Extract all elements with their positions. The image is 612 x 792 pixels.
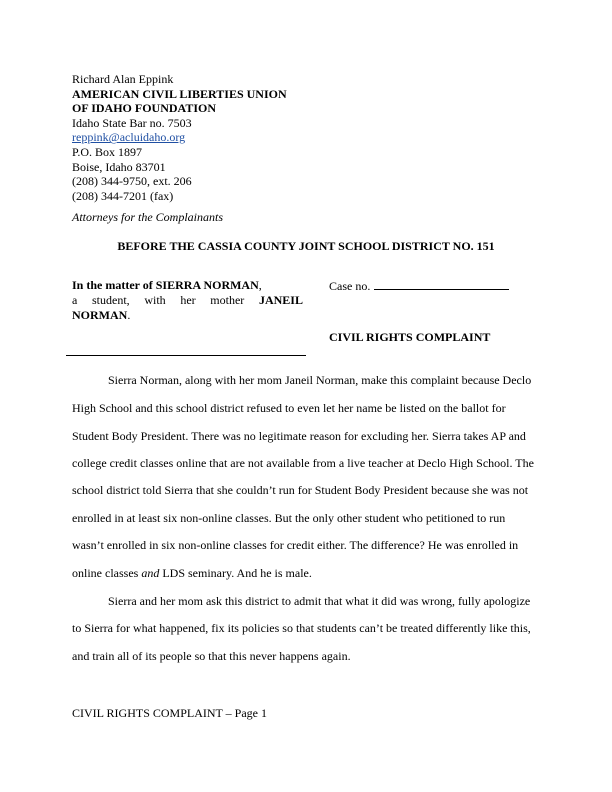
paragraph-line: and train all of its people so that this never happens again.	[72, 649, 351, 663]
line-text: LDS seminary. And he is male.	[162, 566, 312, 580]
caption-word: her	[180, 293, 196, 307]
caption-parent-last-name: NORMAN	[72, 308, 128, 322]
paragraph-line: enrolled in at least six non-online classes. But the only other student who petitioned to run	[72, 511, 506, 525]
bar-number: Idaho State Bar no. 7503	[72, 115, 192, 130]
line-text: online classes	[72, 566, 139, 580]
case-number-blank	[374, 278, 509, 290]
paragraph-line: Sierra and her mom ask this district to admit that what it did was wrong, fully apologize	[108, 594, 531, 608]
attorney-header	[72, 72, 332, 203]
matter-comma: ,	[258, 278, 262, 292]
po-box: P.O. Box 1897	[72, 144, 143, 159]
page-footer: CIVIL RIGHTS COMPLAINT – Page 1	[72, 706, 267, 720]
paragraph-line: High School and this school district refused to even let her name be listed on the ballot for	[72, 401, 506, 415]
attorneys-for-line: Attorneys for the Complainants	[72, 210, 223, 224]
paragraph-line: college credit classes online that are not available from a live teacher at Declo High School. The	[72, 456, 534, 470]
caption-word: a	[72, 293, 78, 307]
phone-number: (208) 344-9750, ext. 206	[72, 174, 192, 189]
caption-divider	[66, 355, 306, 356]
complaint-title: CIVIL RIGHTS COMPLAINT	[329, 330, 491, 344]
paragraph-line: school district told Sierra that she couldn’t run for Student Body President because she was not	[72, 483, 529, 497]
paragraph-line: wasn’t enrolled in six non-online classes for credit either. The difference? He was enrolled in	[72, 538, 519, 552]
caption-justified-line	[72, 293, 303, 308]
caption-period: .	[127, 308, 131, 322]
case-number-field	[329, 278, 509, 293]
org-name-line1: AMERICAN CIVIL LIBERTIES UNION	[72, 86, 287, 101]
caption-word: mother	[210, 293, 245, 307]
case-caption	[72, 278, 303, 323]
matter-title: In the matter of SIERRA NORMAN	[72, 278, 259, 292]
emphasized-word: and	[141, 566, 160, 580]
paragraph-line	[72, 565, 312, 581]
org-name-line2: OF IDAHO FOUNDATION	[72, 101, 216, 116]
paragraph-line: to Sierra for what happened, fix its policies so that students can’t be treated differently like this,	[72, 621, 531, 635]
attorney-name: Richard Alan Eppink	[72, 72, 174, 86]
email-link[interactable]: reppink@acluidaho.org	[72, 130, 186, 145]
caption-parent-first-name: JANEIL	[258, 293, 303, 307]
paragraph-line: Sierra Norman, along with her mom Janeil Norman, make this complaint because Declo	[108, 373, 532, 387]
caption-word: student,	[91, 293, 130, 307]
case-number-label: Case no.	[329, 279, 371, 293]
tribunal-title: BEFORE THE CASSIA COUNTY JOINT SCHOOL DISTRICT NO. 151	[117, 239, 495, 253]
paragraph-line: Student Body President. There was no legitimate reason for excluding her. Sierra takes AP and	[72, 429, 526, 443]
fax-number: (208) 344-7201 (fax)	[72, 188, 174, 203]
caption-word: with	[144, 293, 166, 307]
city-state-zip: Boise, Idaho 83701	[72, 159, 166, 174]
